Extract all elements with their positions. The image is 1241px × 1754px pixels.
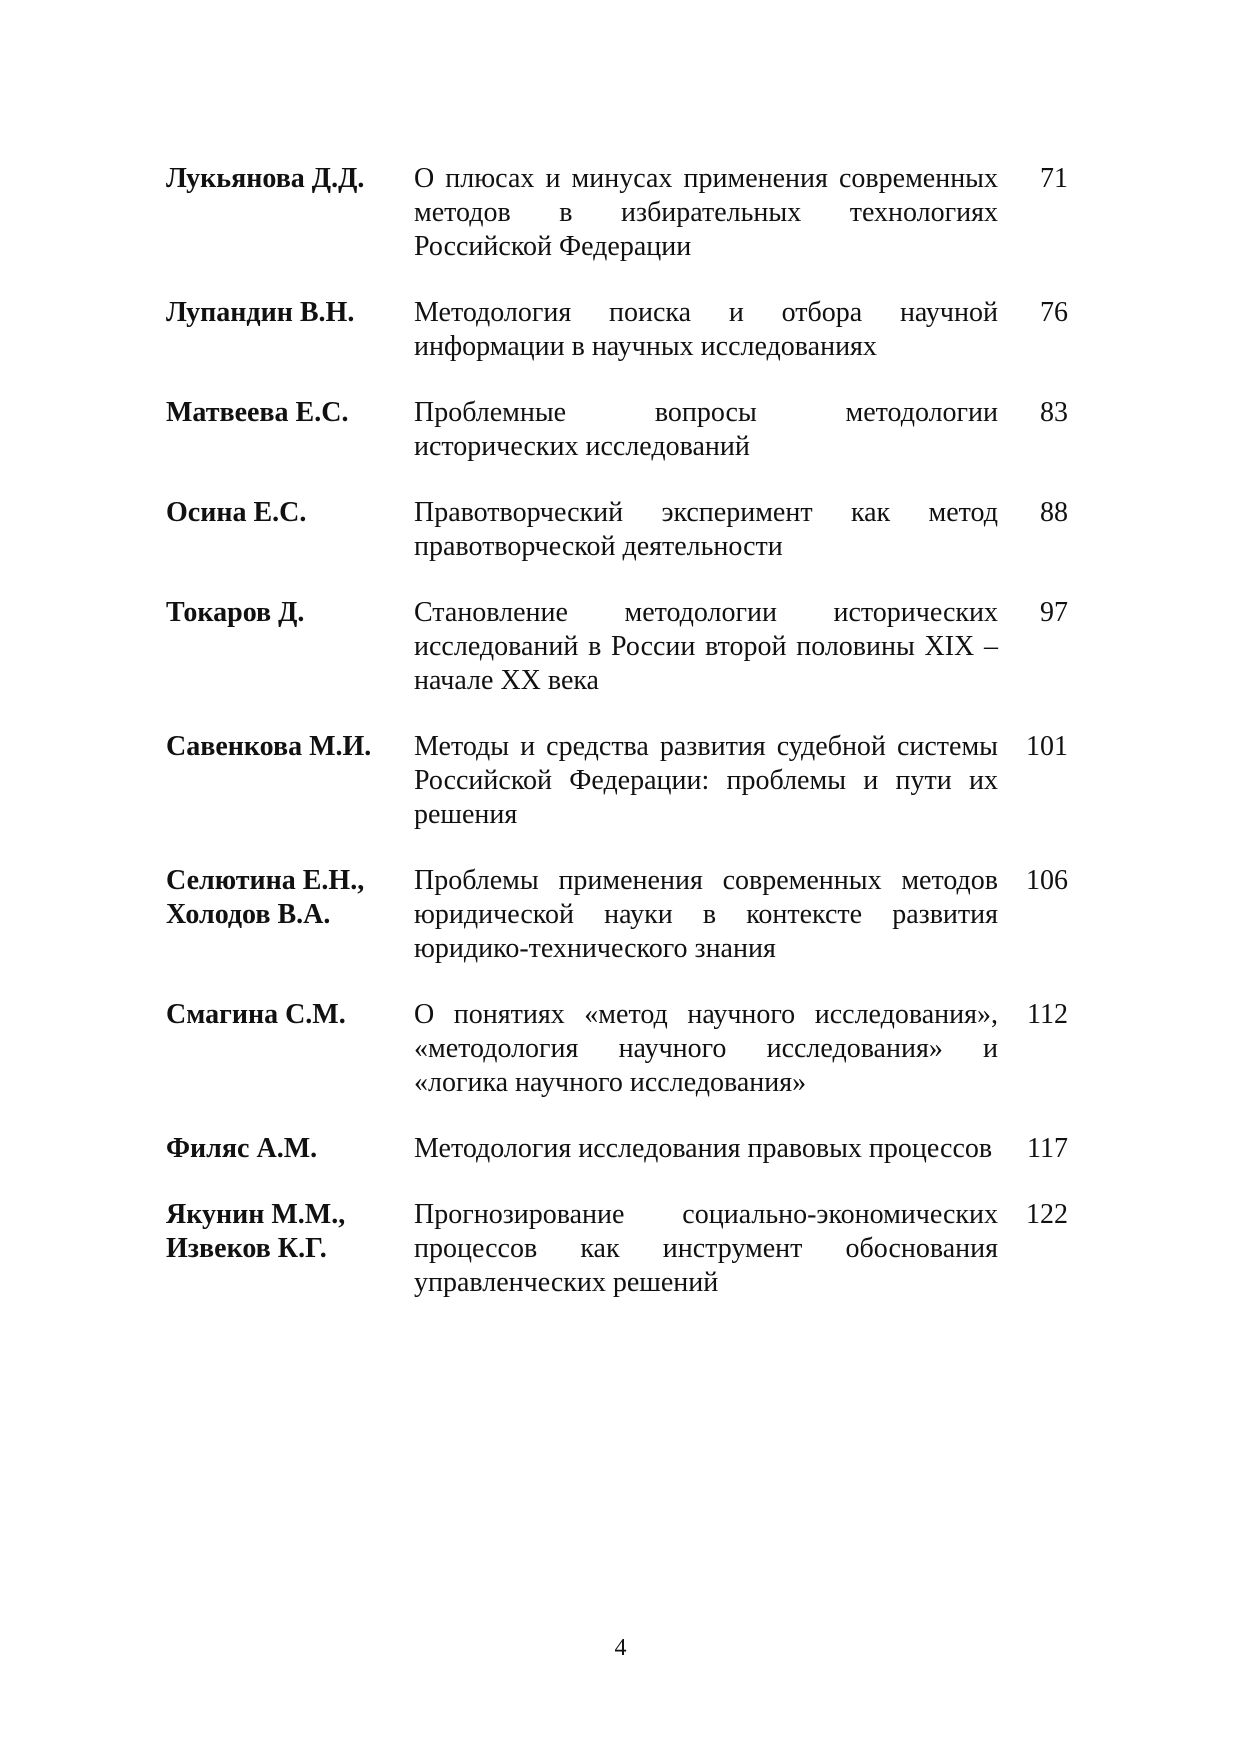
footer-page-number: 4 xyxy=(614,1635,627,1661)
toc-entry xyxy=(166,296,1096,364)
toc-entry xyxy=(166,1198,1096,1300)
toc-entry xyxy=(166,864,1096,966)
toc-author: Савенкова М.И. xyxy=(166,731,372,762)
toc-entry xyxy=(166,730,1096,832)
toc-page-number: 122 xyxy=(1026,1199,1068,1230)
toc-title: Методы и средства развития судебной системы Российской Федерации: проблемы и пути их решения xyxy=(414,731,998,830)
toc-author: Филяс А.М. xyxy=(166,1133,318,1164)
toc-title: Проблемные вопросы методологии исторических исследований xyxy=(414,397,998,462)
toc-page-number: 106 xyxy=(1026,865,1068,896)
toc-page-number: 88 xyxy=(1040,497,1068,528)
toc-entry xyxy=(166,596,1096,698)
toc-author: Лукьянова Д.Д. xyxy=(166,163,365,194)
toc-entry xyxy=(166,396,1096,464)
toc-entry xyxy=(166,496,1096,564)
toc-page-number: 112 xyxy=(1027,999,1068,1030)
toc-page-number: 71 xyxy=(1040,163,1068,194)
toc-entry xyxy=(166,998,1096,1100)
toc-title: Проблемы применения современных методов юридической науки в контексте развития юридико-технического знания xyxy=(414,865,998,964)
toc-author: Якунин М.М., Извеков К.Г. xyxy=(166,1199,346,1264)
toc-title: Методология исследования правовых процессов xyxy=(414,1133,993,1164)
toc-page-number: 76 xyxy=(1040,297,1068,328)
toc-title: Правотворческий эксперимент как метод правотворческой деятельности xyxy=(414,497,998,562)
toc-entry xyxy=(166,1132,1096,1166)
toc-page-number: 83 xyxy=(1040,397,1068,428)
toc-page-number: 117 xyxy=(1027,1133,1068,1164)
toc-title: Прогнозирование социально-экономических процессов как инструмент обоснования управленческих решений xyxy=(414,1199,998,1298)
toc-title: Методология поиска и отбора научной информации в научных исследованиях xyxy=(414,297,998,362)
toc-author: Лупандин В.Н. xyxy=(166,297,355,328)
toc-author: Смагина С.М. xyxy=(166,999,346,1030)
toc-author: Осина Е.С. xyxy=(166,497,307,528)
toc-author: Матвеева Е.С. xyxy=(166,397,349,428)
toc-title: Становление методологии исторических исследований в России второй половины XIX – начале XX века xyxy=(414,597,998,696)
toc-author: Селютина Е.Н., Холодов В.А. xyxy=(166,865,365,930)
toc-page-number: 97 xyxy=(1040,597,1068,628)
table-of-contents xyxy=(166,162,1096,1332)
toc-title: О понятиях «метод научного исследования», «методология научного исследования» и «логика научного исследования» xyxy=(414,999,998,1098)
toc-page-number: 101 xyxy=(1026,731,1068,762)
toc-entry xyxy=(166,162,1096,264)
toc-author: Токаров Д. xyxy=(166,597,305,628)
toc-title: О плюсах и минусах применения современных методов в избирательных технологиях Российской Федерации xyxy=(414,163,998,262)
